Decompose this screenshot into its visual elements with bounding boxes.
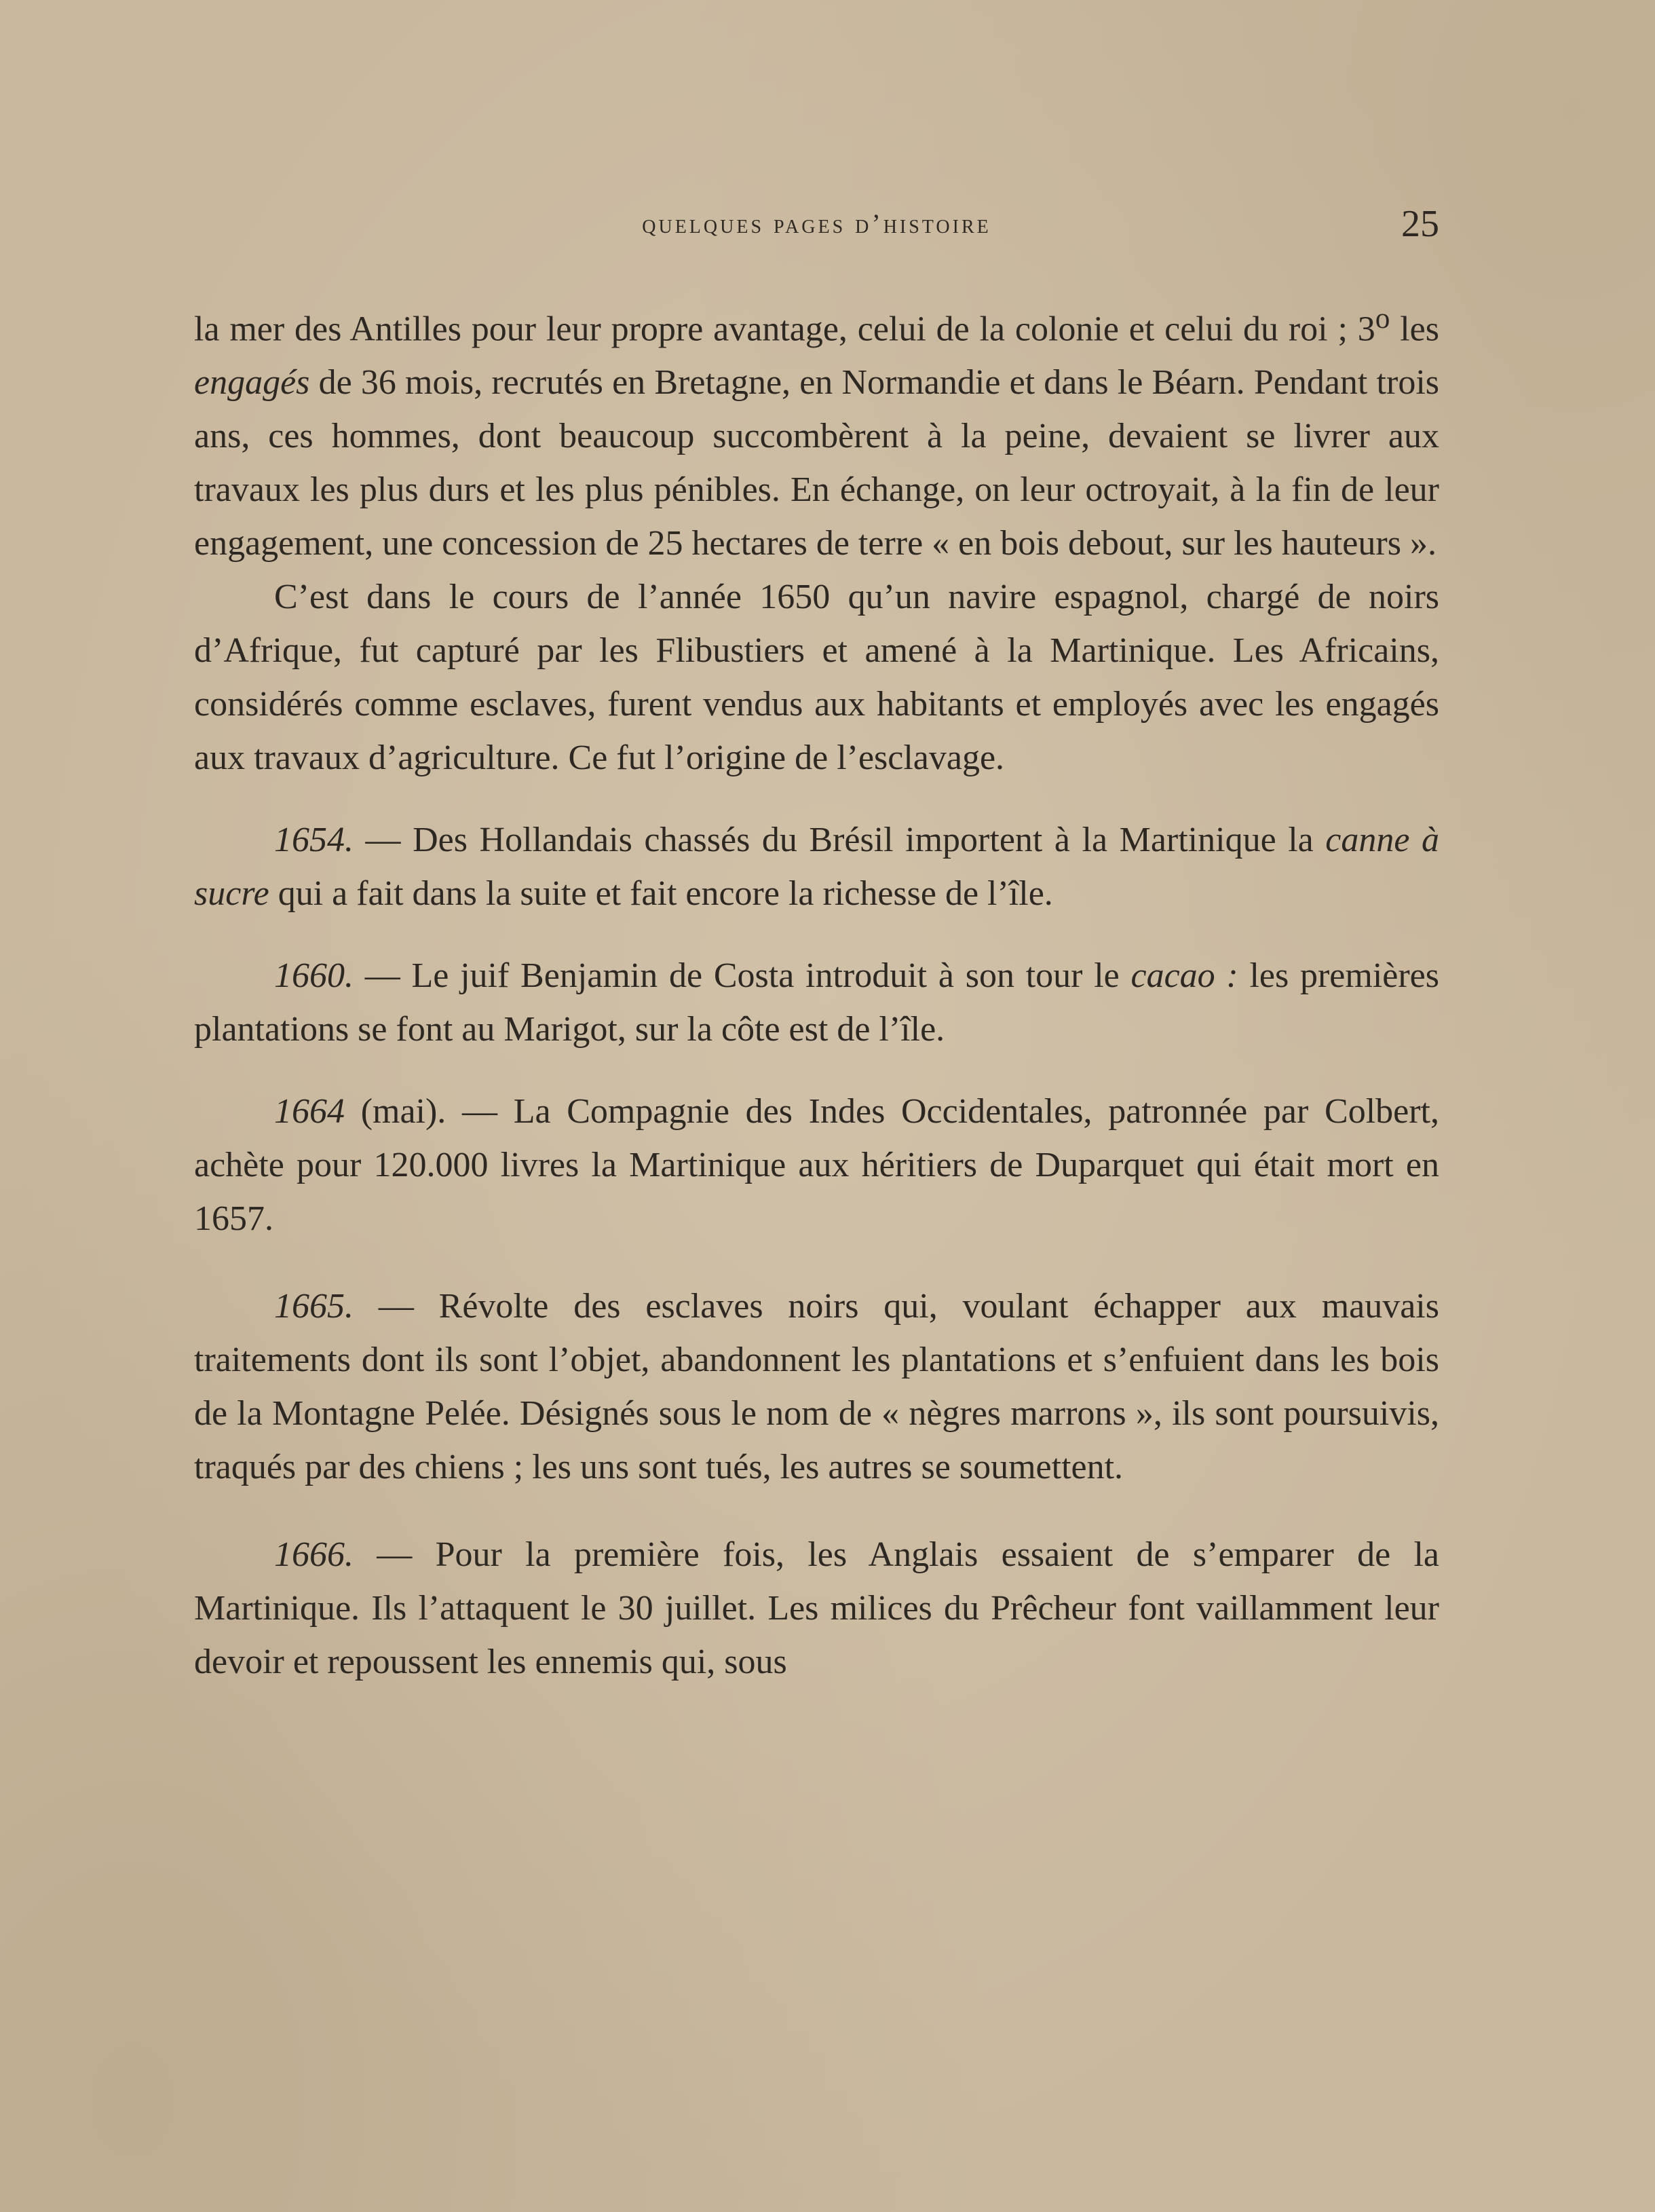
paragraph-1666 [194, 1528, 1439, 1689]
paragraph-1654-emphasis: canne à sucre [194, 821, 1439, 914]
paragraph-1-emphasis: engagés [194, 363, 310, 402]
paragraph-1665 [194, 1279, 1439, 1494]
paragraph-1 [194, 292, 1439, 570]
paragraph-1660-text-b: les premières plantations se font au Marigot, sur la côte est de l’île. [194, 956, 1439, 1049]
paragraph-1-text-b: les [1390, 310, 1439, 349]
date-1660: 1660. [274, 956, 354, 996]
paragraph-1654-text-b: qui a fait dans la suite et fait encore la richesse de l’île. [269, 874, 1053, 914]
paragraph-2 [194, 570, 1439, 785]
paragraph-1664 [194, 1085, 1439, 1245]
paragraph-1-superscript: o [1375, 302, 1390, 335]
paragraph-1660-text-a: — Le juif Benjamin de Costa introduit à son tour le [354, 956, 1131, 996]
running-title: quelques pages d’histoire [642, 208, 991, 239]
paragraph-1-text-c: de 36 mois, recrutés en Bretagne, en Normandie et dans le Béarn. Pendant trois ans, ces hommes, dont beaucoup succombèrent à la peine, devaient se livrer aux travaux les plus durs et les plus pénibles. En échange, on leur octroyait, à la fin de leur engagement, une concession de 25 hectares de terre « en bois debout, sur les hauteurs ». [194, 363, 1439, 563]
paragraph-1654 [194, 813, 1439, 920]
paragraph-1666-text: — Pour la première fois, les Anglais essaient de s’emparer de la Martinique. Ils l’attaquent le 30 juillet. Les milices du Prêcheur font vaillamment leur devoir et repoussent les ennemis qui, sous [194, 1535, 1439, 1682]
paragraph-1665-text: — Révolte des esclaves noirs qui, voulant échapper aux mauvais traitements dont ils sont l’objet, abandonnent les plantations et s’enfuient dans les bois de la Montagne Pelée. Désignés sous le nom de « nègres marrons », ils sont poursuivis, traqués par des chiens ; les uns sont tués, les autres se soumettent. [194, 1287, 1439, 1487]
page-number: 25 [1401, 203, 1439, 245]
paragraph-1660 [194, 949, 1439, 1056]
paragraph-1654-text-a: — Des Hollandais chassés du Brésil importent à la Martinique la [354, 821, 1326, 860]
date-1666: 1666. [274, 1535, 354, 1575]
paragraph-1-text-a: la mer des Antilles pour leur propre avantage, celui de la colonie et celui du roi ; 3 [194, 310, 1375, 349]
paragraph-1664-text: (mai). — La Compagnie des Indes Occidentales, patronnée par Colbert, achète pour 120.000 livres la Martinique aux héritiers de Duparquet qui était mort en 1657. [194, 1092, 1439, 1239]
date-1654: 1654. [274, 821, 354, 860]
page-header [194, 202, 1439, 250]
date-1665: 1665. [274, 1287, 354, 1326]
date-1664: 1664 [274, 1092, 345, 1131]
paragraph-1660-emphasis: cacao : [1130, 956, 1238, 996]
body-text [194, 292, 1439, 1689]
paragraph-2-text: C’est dans le cours de l’année 1650 qu’un navire espagnol, chargé de noirs d’Afrique, fut capturé par les Flibustiers et amené à la Martinique. Les Africains, considérés comme esclaves, furent vendus aux habitants et employés avec les engagés aux travaux d’agriculture. Ce fut l’origine de l’esclavage. [194, 578, 1439, 778]
